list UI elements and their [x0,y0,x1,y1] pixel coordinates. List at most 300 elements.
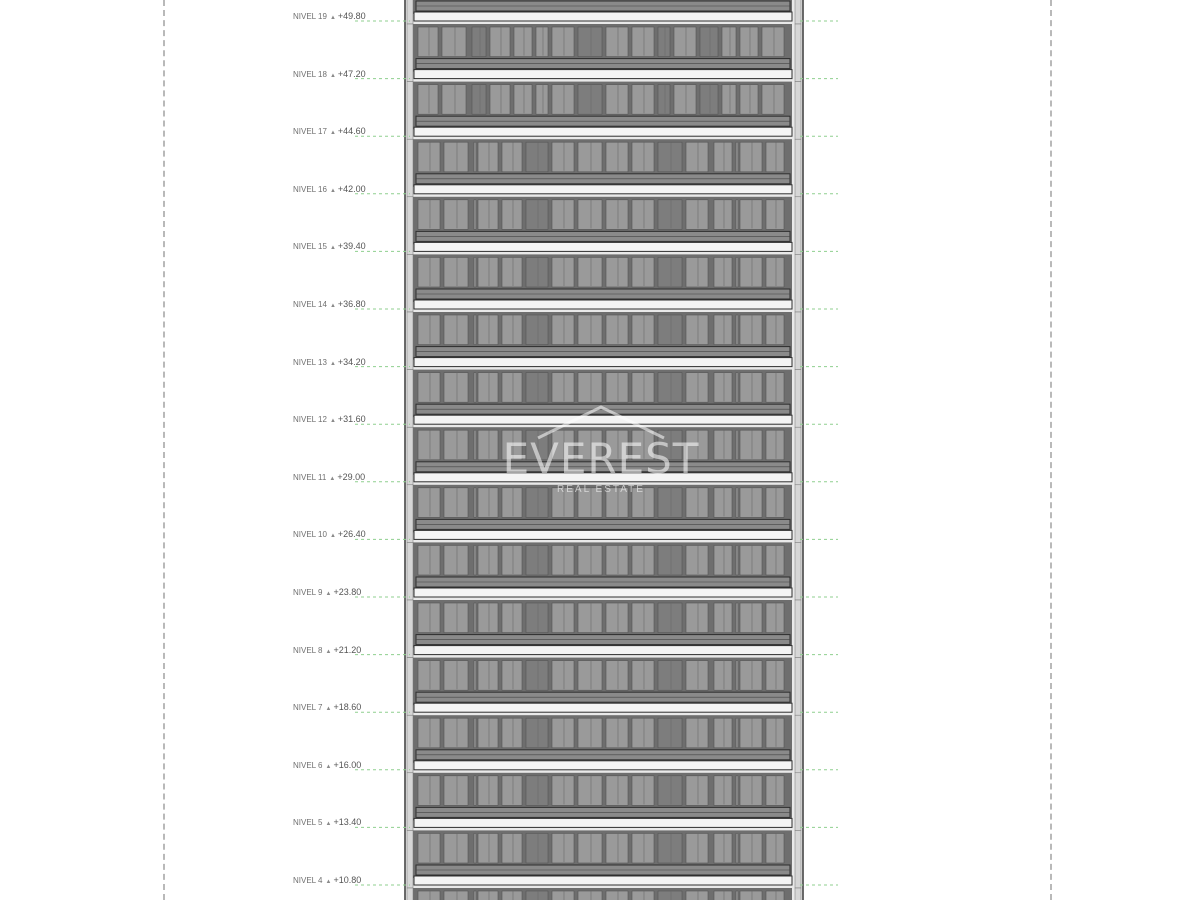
level-label [293,529,366,539]
level-marker-icon: ▲ [325,591,332,597]
floor-slab [414,300,792,309]
window-panel [418,200,440,230]
window-panel [606,545,628,575]
level-marker-icon: ▲ [329,15,336,21]
window-panel [526,315,548,345]
window-panel [502,718,522,748]
level-name: NIVEL 16 [293,184,327,194]
level-marker-icon: ▲ [325,706,332,713]
window-panel [714,430,732,460]
window-panel [740,891,762,900]
window-panel [714,891,732,900]
floor-slab [414,70,792,79]
window-panel [766,661,784,691]
level-elevation: +16.00 [333,759,362,770]
side-column [795,773,801,831]
window-panel [632,891,654,900]
side-column [407,658,413,716]
window-panel [578,545,602,575]
level-name: NIVEL 17 [293,127,327,137]
side-column [407,254,413,312]
level-name: NIVEL 18 [293,69,327,79]
window-panel [766,430,784,460]
window-panel [536,27,548,57]
level-label [293,357,366,367]
window-panel [606,661,628,691]
window-panel [766,891,784,900]
side-column [407,82,413,140]
side-column [795,370,801,428]
window-panel [632,200,654,230]
level-elevation: +18.60 [333,702,362,713]
side-column [795,197,801,255]
window-panel [632,85,654,115]
level-label [293,414,366,424]
window-panel [444,142,468,172]
side-column [407,542,413,600]
level-name: NIVEL 19 [293,12,327,21]
window-panel [658,603,682,633]
window-panel [502,315,522,345]
window-panel [526,545,548,575]
level-marker-icon: ▲ [325,879,332,885]
window-panel [478,891,498,900]
window-panel [502,373,522,403]
window-panel [418,85,438,115]
window-panel [606,257,628,287]
side-column [795,542,801,600]
window-panel [714,776,732,806]
side-column [795,830,801,888]
level-name: NIVEL 9 [293,588,323,597]
window-panel [686,142,708,172]
floor-slab [414,876,792,885]
window-panel [444,200,468,230]
window-panel [478,373,498,403]
window-panel [502,142,522,172]
window-panel [478,488,498,518]
window-panel [632,142,654,172]
level-label [293,875,361,885]
window-panel [502,776,522,806]
window-panel [578,200,602,230]
level-elevation: +23.80 [333,587,362,597]
window-panel [552,661,574,691]
side-column [795,82,801,140]
window-panel [578,85,602,115]
side-column [795,24,801,82]
window-panel [740,488,762,518]
window-panel [444,776,468,806]
side-column [407,0,413,24]
window-panel [740,27,758,57]
side-column [407,485,413,543]
level-marker-icon: ▲ [329,475,336,482]
window-panel [478,718,498,748]
window-panel [444,891,468,900]
window-panel [502,891,522,900]
window-panel [632,603,654,633]
side-column [407,600,413,658]
side-column [795,427,801,485]
window-panel [418,545,440,575]
window-panel [722,85,736,115]
window-panel [578,142,602,172]
window-panel [526,603,548,633]
level-name: NIVEL 8 [293,645,323,655]
window-panel [418,430,440,460]
level-label [293,817,361,827]
level-name: NIVEL 13 [293,357,327,367]
window-panel [502,833,522,863]
floor-slab [414,818,792,827]
window-panel [606,373,628,403]
level-label [293,126,366,136]
level-elevation: +49.80 [337,11,366,21]
window-panel [552,776,574,806]
window-panel [444,545,468,575]
window-panel [658,200,682,230]
side-column [795,658,801,716]
level-elevation: +36.80 [337,299,366,309]
side-column [407,139,413,197]
window-panel [490,85,510,115]
window-panel [766,373,784,403]
window-panel [502,603,522,633]
window-panel [766,142,784,172]
window-panel [658,27,670,57]
window-panel [740,200,762,230]
floor-slab [414,588,792,597]
window-panel [606,200,628,230]
window-panel [606,776,628,806]
level-marker-icon: ▲ [325,648,332,655]
window-panel [418,488,440,518]
level-name: NIVEL 10 [293,530,327,540]
window-panel [418,603,440,633]
window-panel [740,85,758,115]
window-panel [578,718,602,748]
side-column [407,24,413,82]
window-panel [686,315,708,345]
window-panel [766,315,784,345]
level-marker-icon: ▲ [329,360,336,367]
window-panel [674,85,696,115]
side-column [795,139,801,197]
floor-slab [414,761,792,770]
window-panel [606,315,628,345]
window-panel [686,718,708,748]
window-panel [740,257,762,287]
side-column [795,715,801,773]
window-panel [714,603,732,633]
window-panel [444,315,468,345]
side-column [407,197,413,255]
side-column [795,254,801,312]
side-column [407,370,413,428]
window-panel [686,373,708,403]
level-marker-icon: ▲ [325,763,332,770]
window-panel [766,488,784,518]
window-panel [578,603,602,633]
floor-slab [414,185,792,194]
side-column [795,312,801,370]
window-panel [740,661,762,691]
window-panel [526,776,548,806]
window-panel [536,85,548,115]
window-panel [606,85,628,115]
window-panel [658,545,682,575]
window-panel [686,891,708,900]
window-panel [740,833,762,863]
level-label [293,241,366,251]
side-column [407,773,413,831]
window-panel [632,545,654,575]
window-panel [418,776,440,806]
window-panel [526,200,548,230]
window-panel [578,315,602,345]
window-panel [714,545,732,575]
window-panel [606,833,628,863]
window-panel [578,257,602,287]
level-elevation: +29.00 [337,471,366,482]
window-panel [658,315,682,345]
window-panel [472,27,486,57]
level-name: NIVEL 11 [293,472,327,482]
floor-slab [414,646,792,655]
window-panel [526,891,548,900]
window-panel [766,833,784,863]
side-column [795,888,801,900]
window-panel [578,27,602,57]
side-column [795,600,801,658]
floor-slab [414,358,792,367]
window-panel [552,833,574,863]
window-panel [658,142,682,172]
window-panel [444,430,468,460]
window-panel [674,27,696,57]
window-panel [526,257,548,287]
side-column [407,888,413,900]
side-column [407,830,413,888]
window-panel [552,373,574,403]
level-name: NIVEL 6 [293,760,323,770]
level-elevation: +34.20 [337,356,366,367]
window-panel [552,545,574,575]
level-elevation: +44.60 [337,126,366,137]
floor-slab [414,127,792,136]
window-panel [714,488,732,518]
level-elevation: +42.00 [337,183,366,194]
window-panel [552,85,574,115]
window-panel [478,315,498,345]
side-column [407,312,413,370]
level-name: NIVEL 14 [293,300,327,309]
level-label [293,760,361,770]
level-elevation: +10.80 [333,875,362,885]
window-panel [714,718,732,748]
window-panel [766,200,784,230]
window-panel [632,257,654,287]
window-panel [658,661,682,691]
level-marker-icon: ▲ [329,72,336,79]
window-panel [444,373,468,403]
window-panel [740,776,762,806]
window-panel [526,142,548,172]
level-name: NIVEL 12 [293,415,327,425]
window-panel [478,661,498,691]
watermark [498,404,704,500]
window-panel [552,315,574,345]
window-panel [502,200,522,230]
level-label [293,702,361,712]
window-panel [418,373,440,403]
window-panel [658,718,682,748]
window-panel [714,257,732,287]
window-panel [444,661,468,691]
window-panel [686,603,708,633]
window-panel [444,718,468,748]
window-panel [418,257,440,287]
window-panel [478,545,498,575]
window-panel [478,603,498,633]
window-panel [552,603,574,633]
window-panel [686,661,708,691]
window-panel [442,85,466,115]
window-panel [658,776,682,806]
window-panel [514,27,532,57]
window-panel [552,27,574,57]
level-marker-icon: ▲ [329,130,336,137]
window-panel [552,718,574,748]
window-panel [606,718,628,748]
window-panel [418,891,440,900]
level-elevation: +13.40 [333,817,362,828]
level-label [293,587,361,597]
window-panel [686,257,708,287]
window-panel [632,27,654,57]
window-panel [502,257,522,287]
window-panel [552,200,574,230]
window-panel [658,85,670,115]
window-panel [658,373,682,403]
window-panel [740,545,762,575]
window-panel [658,257,682,287]
window-panel [632,315,654,345]
side-column [795,0,801,24]
level-marker-icon: ▲ [325,821,332,828]
level-marker-icon: ▲ [329,245,336,252]
level-name: NIVEL 4 [293,876,323,885]
window-panel [578,776,602,806]
window-panel [722,27,736,57]
level-name: NIVEL 5 [293,818,323,828]
level-elevation: +31.60 [337,414,366,425]
window-panel [686,776,708,806]
level-label [293,645,361,655]
window-panel [478,142,498,172]
window-panel [514,85,532,115]
level-label [293,11,366,21]
window-panel [762,85,784,115]
window-panel [632,833,654,863]
level-marker-icon: ▲ [329,187,336,194]
window-panel [478,200,498,230]
window-panel [552,142,574,172]
window-panel [700,85,718,115]
window-panel [578,891,602,900]
window-panel [606,603,628,633]
window-panel [686,545,708,575]
window-panel [606,27,628,57]
window-panel [766,718,784,748]
window-panel [686,200,708,230]
level-elevation: +47.20 [337,68,366,79]
window-panel [502,545,522,575]
window-panel [478,430,498,460]
window-panel [526,661,548,691]
window-panel [606,142,628,172]
window-panel [444,488,468,518]
window-panel [714,142,732,172]
window-panel [700,27,718,57]
window-panel [418,661,440,691]
window-panel [632,776,654,806]
level-marker-icon: ▲ [329,303,336,309]
window-panel [478,833,498,863]
window-panel [444,603,468,633]
window-panel [714,661,732,691]
window-panel [578,373,602,403]
window-panel [632,373,654,403]
side-column [407,427,413,485]
window-panel [418,27,438,57]
window-panel [552,891,574,900]
window-panel [762,27,784,57]
window-panel [472,85,486,115]
floor-slab [414,703,792,712]
window-panel [552,257,574,287]
window-panel [418,718,440,748]
level-label [293,299,366,309]
window-panel [444,257,468,287]
level-name: NIVEL 7 [293,703,323,713]
level-label [293,69,366,79]
window-panel [442,27,466,57]
window-panel [740,315,762,345]
window-panel [418,142,440,172]
window-panel [526,718,548,748]
window-panel [714,373,732,403]
window-panel [740,373,762,403]
window-panel [578,833,602,863]
window-panel [766,257,784,287]
level-elevation: +39.40 [337,241,366,252]
window-panel [658,891,682,900]
window-panel [740,142,762,172]
window-panel [444,833,468,863]
watermark-name: EVEREST [502,434,700,483]
window-panel [418,833,440,863]
level-name: NIVEL 15 [293,242,327,252]
level-label [293,184,366,194]
window-panel [714,200,732,230]
window-panel [714,833,732,863]
window-panel [606,891,628,900]
window-panel [714,315,732,345]
floor-slab [414,242,792,251]
window-panel [526,833,548,863]
